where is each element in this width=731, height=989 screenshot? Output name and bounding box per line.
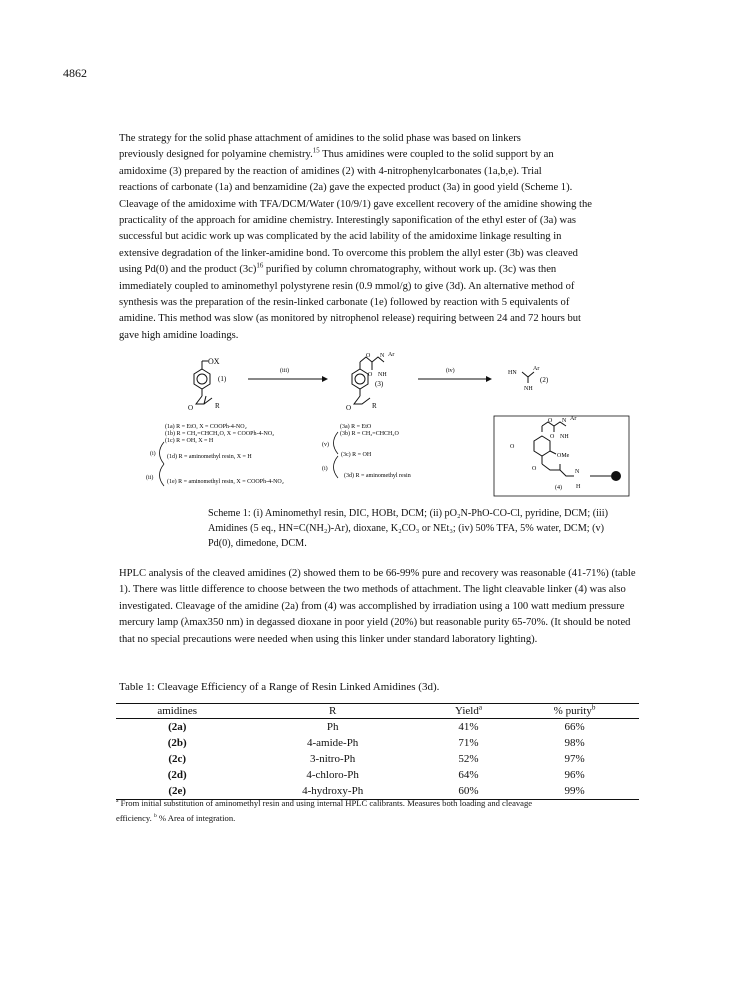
table-row (116, 751, 639, 767)
footnote-b-text: efficiency. (116, 813, 152, 823)
header-yield: Yield$^a$ (427, 704, 510, 719)
purity-value: 96% (564, 769, 585, 781)
citation-ref: 16 (256, 262, 264, 270)
r-group: Ph (326, 721, 339, 733)
intro-line: using Pd(0) and the product (3c) (119, 264, 257, 276)
table-caption: Table 1: Cleavage Efficiency of a Range of Resin Linked Amidines (3d). (119, 681, 440, 693)
nh2-label: NH (378, 372, 387, 378)
table-footnote (116, 796, 646, 826)
o-label: O (532, 466, 537, 472)
yield-value: 71% (458, 737, 479, 749)
step-i-label: (i) (322, 466, 328, 472)
compound-list-item: (3d) R = aminomethyl resin (344, 473, 411, 479)
o-label: O (346, 404, 352, 412)
purity-value: 66% (564, 721, 585, 733)
h-label: H (576, 484, 581, 490)
r-label: R (215, 402, 220, 410)
step-v-label: (v) (322, 442, 329, 448)
intro-line: immediately coupled to aminomethyl polystyrene resin (0.9 mmol/g) to give (3d). An alternative method of (119, 280, 575, 292)
table-row (116, 719, 639, 736)
intro-line: Cleavage of the amidoxime with TFA/DCM/Water (10/9/1) gave excellent recovery of the amidine showing the (119, 198, 592, 210)
n-label: N (575, 469, 580, 475)
compound-4-structure (534, 422, 574, 476)
compound-list-item: (1a) R = EtO, X = COOPh-4-NO₂ (165, 424, 247, 430)
purity-value: 99% (510, 783, 639, 800)
footnote-a-text: From initial substitution of aminomethyl resin and using internal HPLC calibrants. Measures both loading and cleavage (120, 798, 533, 808)
results-table (116, 703, 639, 800)
intro-line: amidoxime (3) prepared by the reaction of amidines (2) with 4-nitrophenylcarbonates (1a,b,e). Trial (119, 165, 542, 177)
intro-line: Thus amidines were coupled to the solid support by an (319, 149, 554, 161)
header-purity: % purity$^b$ (510, 704, 639, 719)
arrow-head (486, 376, 492, 382)
r-label: R (372, 402, 377, 410)
amidine-code: (2d) (167, 769, 187, 781)
r-group: 4-amide-Ph (306, 737, 359, 749)
footnote-mark-b: b (153, 813, 157, 820)
ome-label: OMe (557, 453, 570, 459)
bracket (334, 432, 339, 454)
table-row (116, 735, 639, 751)
intro-line: synthesis was the preparation of the resin-linked carbonate (1e) followed by reaction with 5 equivalents of (119, 297, 570, 309)
compound-4-number: (4) (555, 485, 562, 491)
intro-line: purified by column chromatography, without work up. (3c) was then (263, 264, 557, 276)
r-group: 4-hydroxy-Ph (238, 783, 426, 800)
nh2-label: NH (524, 386, 533, 392)
intro-line: reactions of carbonate (1a) and benzamidine (2a) gave the expected product (3a) in good yield (Scheme 1). (119, 182, 573, 194)
header-r: R (238, 704, 426, 719)
footnote-b2-text: % Area of integration. (158, 813, 236, 823)
scheme-drawing (146, 352, 640, 497)
ar-label: Ar (533, 366, 540, 372)
intro-line: practicality of the approach for amidine chemistry. Interestingly saponification of the ethyl ester of (3a) was (119, 215, 577, 227)
n-label: N (380, 353, 385, 359)
resin-bead-icon (611, 471, 621, 481)
compound-list-item: (3b) R = CH₂=CHCH₂O (340, 431, 399, 437)
n-label: N (562, 418, 567, 424)
o-label: O (366, 353, 371, 359)
amidine-code: (2e) (116, 783, 238, 800)
compound-3-number: (3) (375, 380, 384, 388)
step-iii-label: (iii) (280, 368, 289, 374)
o2n-label: O (510, 444, 515, 450)
compound-1-number: (1) (218, 375, 227, 383)
amidine-code: (2c) (168, 753, 187, 765)
yield-value: 41% (458, 721, 479, 733)
purity-value: 97% (564, 753, 585, 765)
intro-line: amidine. This method was slow (as monitored by nitrophenol release) requiring between 24 and 72 hours but (119, 313, 582, 325)
yield-value: 52% (458, 753, 479, 765)
bracket (334, 456, 339, 478)
intro-line: gave high amidine loadings. (119, 329, 239, 341)
reaction-scheme (146, 352, 640, 497)
o-label: O (550, 434, 555, 440)
table-header-row (116, 704, 639, 719)
compound-list-item: (1c) R = OH, X = H (165, 438, 214, 444)
intro-paragraph (119, 131, 644, 344)
citation-ref: 15 (312, 147, 320, 155)
hplc-paragraph: HPLC analysis of the cleaved amidines (2) showed them to be 66-99% pure and recovery was reasonable (41-71%) (table 1). There was little difference to choose between the two methods of attachment. The light cleavable linker (4) was also investigated. Cleavage of the amidine (2a) from (4) was accomplished by irradiation using a 100 watt medium pressure mercury lamp (λmax350 nm) in degassed dioxane in poor yield (20%) but reasonable purity 65-70%. (It should be noted that no special precautions were needed when using this linker under standard laboratory lighting). (119, 568, 636, 645)
compound-1-structure (194, 361, 212, 404)
step-iv-label: (iv) (446, 368, 455, 374)
step-i-label: (i) (150, 451, 156, 457)
yield-value: 64% (458, 769, 479, 781)
purity-value: 98% (564, 737, 585, 749)
intro-line: successful but acidic work up was complicated by the acid lability of the amidoxime linkage resulting in (119, 231, 562, 243)
o-label: O (368, 372, 373, 378)
scheme-caption: Scheme 1: (i) Aminomethyl resin, DIC, HOBt, DCM; (ii) pO₂N-PhO-CO-Cl, pyridine, DCM; (iii) Amidines (5 eq., HN=C(NH₂)-Ar), dioxane, K₂CO₃ or NEt₃; (iv) 50% TFA, 5% water, DCM; (v) Pd(0), dimedone, DCM. (208, 508, 608, 549)
r-group: 3-nitro-Ph (310, 753, 356, 765)
amidine-code: (2a) (168, 721, 187, 733)
compound-list-item: (3c) R = OH (341, 452, 372, 458)
compound-list-item: (1d) R = aminomethyl resin, X = H (167, 454, 252, 460)
intro-line: The strategy for the solid phase attachment of amidines to the solid phase was based on linkers (119, 133, 521, 144)
hn-label: HN (508, 370, 517, 376)
bracket (160, 464, 165, 486)
intro-line: previously designed for polyamine chemistry. (119, 149, 313, 161)
table-row (116, 767, 639, 783)
compound-2-structure (522, 372, 534, 383)
ar-label: Ar (388, 352, 395, 358)
page-number: 4862 (63, 66, 87, 80)
nh2-label: NH (560, 434, 569, 440)
compound-2-number: (2) (540, 376, 549, 384)
step-ii-label: (ii) (146, 475, 154, 481)
header-amidines: amidines (116, 704, 238, 719)
ar-label: Ar (570, 416, 577, 422)
compound-list-item: (1b) R = CH₂=CHCH₂O, X = COOPh-4-NO₂ (165, 431, 275, 437)
intro-line: extensive degradation of the linker-amidine bond. To overcome this problem the allyl ester (3b) was cleaved (119, 247, 578, 259)
footnote-mark-a: a (116, 798, 119, 805)
r-group: 4-chloro-Ph (306, 769, 359, 781)
o-label: O (548, 418, 553, 424)
yield-value: 60% (427, 783, 510, 800)
amidine-code: (2b) (167, 737, 187, 749)
bracket (160, 442, 165, 464)
results-table-wrapper (116, 703, 639, 800)
compound-list-item: (3a) R = EtO (340, 424, 372, 430)
compound-list-item: (1e) R = aminomethyl resin, X = COOPh-4-NO₂ (167, 479, 284, 485)
arrow-head (322, 376, 328, 382)
ox-label: OX (208, 357, 220, 366)
o-label: O (188, 404, 194, 412)
